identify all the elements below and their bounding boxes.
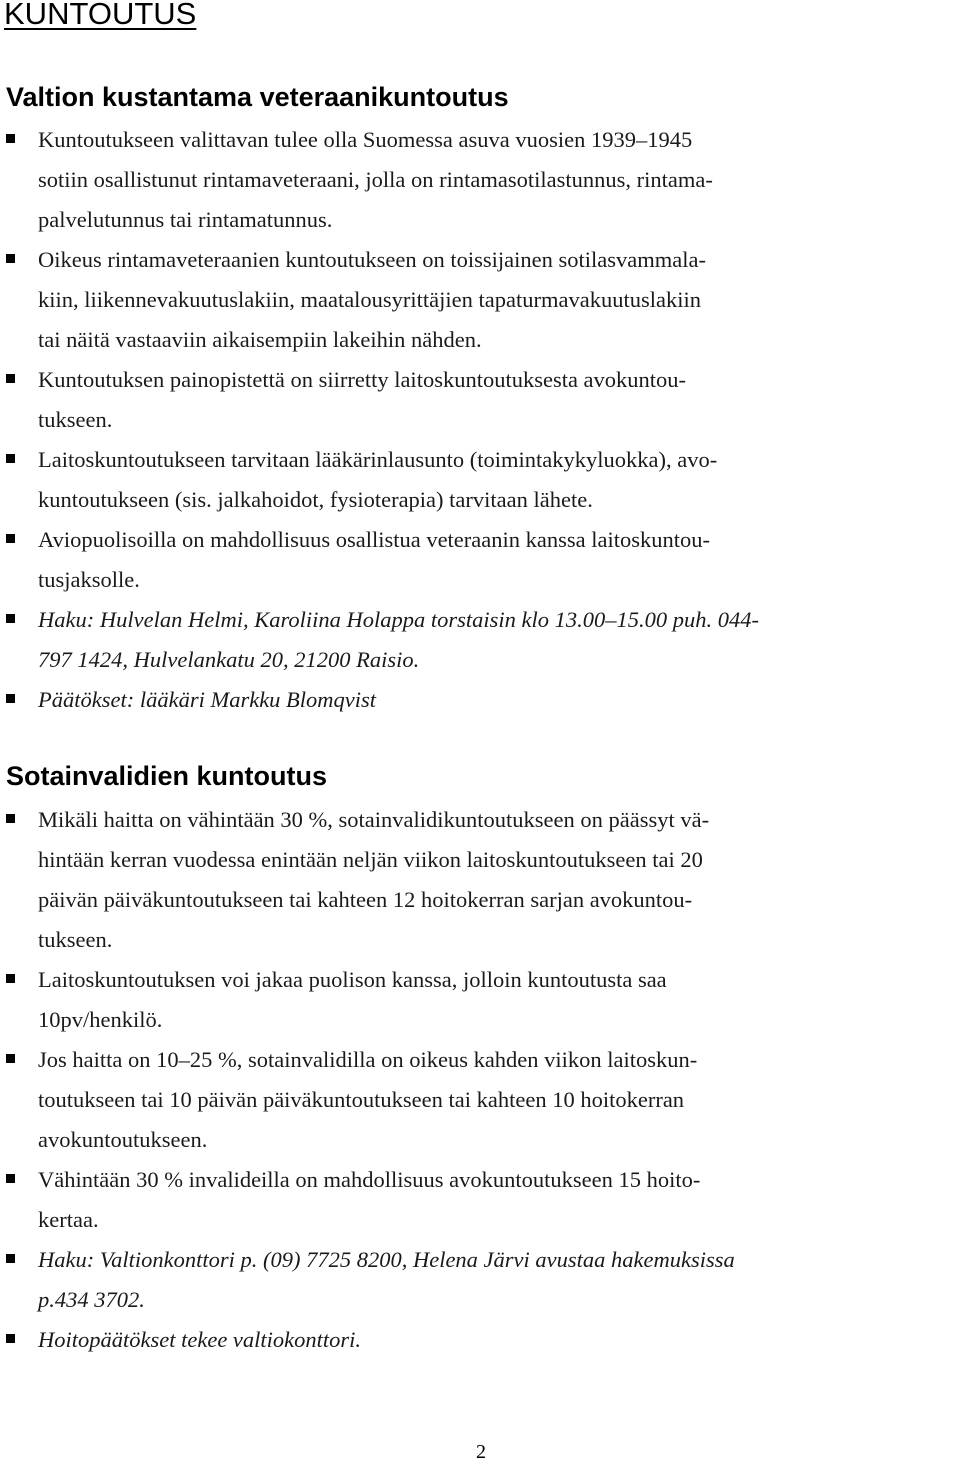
list-item	[0, 1040, 950, 1160]
bullet-marker-icon	[6, 134, 15, 143]
bullet-marker-icon	[6, 534, 15, 543]
list-item	[0, 800, 950, 960]
list-item-decisions-info	[0, 680, 950, 720]
list-item-text: Haku: Hulvelan Helmi, Karoliina Holappa torstaisin klo 13.00–15.00 puh. 044- 797 1424, Hulvelankatu 20, 21200 Raisio.	[38, 607, 759, 672]
list-item-text: Mikäli haitta on vähintään 30 %, sotainvalidikuntoutukseen on päässyt vä- hintään kerran vuodessa enintään neljän viikon laitoskuntoutukseen tai 20 päivän päiväkuntoutukseen tai kahteen 12 hoitokerran sarjan avokuntou- tukseen.	[38, 807, 710, 952]
bullet-marker-icon	[6, 1174, 15, 1183]
list-item-text: Jos haitta on 10–25 %, sotainvalidilla on oikeus kahden viikon laitoskun- toutukseen tai 10 päivän päiväkuntoutukseen tai kahteen 10 hoitokerran avokuntoutukseen.	[38, 1047, 698, 1152]
list-item-text: Vähintään 30 % invalideilla on mahdollisuus avokuntoutukseen 15 hoito- kertaa.	[38, 1167, 701, 1232]
section-heading-war-invalid-rehab: Sotainvalidien kuntoutus	[6, 761, 328, 791]
bullet-marker-icon	[6, 1254, 15, 1263]
list-item-text: Aviopuolisoilla on mahdollisuus osallistua veteraanin kanssa laitoskuntou- tusjaksolle.	[38, 527, 710, 592]
section-heading-veteran-rehab: Valtion kustantama veteraanikuntoutus	[6, 82, 509, 112]
page-number: 2	[476, 1441, 486, 1463]
list-item	[0, 960, 950, 1040]
list-item-text: Hoitopäätökset tekee valtiokonttori.	[38, 1327, 362, 1352]
bullet-marker-icon	[6, 254, 15, 263]
bullet-marker-icon	[6, 974, 15, 983]
list-item-application-info	[0, 1240, 950, 1320]
list-item	[0, 240, 950, 360]
list-item-text: Laitoskuntoutuksen voi jakaa puolison kanssa, jolloin kuntoutusta saa 10pv/henkilö.	[38, 967, 667, 1032]
document-title: KUNTOUTUS	[4, 0, 197, 31]
bullet-list-veteran-rehab	[0, 120, 950, 720]
bullet-marker-icon	[6, 614, 15, 623]
list-item-text: Kuntoutukseen valittavan tulee olla Suomessa asuva vuosien 1939–1945 sotiin osallistunut rintamaveteraani, jolla on rintamasotilastunnus, rintama- palvelutunnus tai rintamatunnus.	[38, 127, 713, 232]
list-item-text: Oikeus rintamaveteraanien kuntoutukseen on toissijainen sotilasvammala- kiin, liikennevakuutuslakiin, maatalousyrittäjien tapaturmavakuutuslakiin tai näitä vastaaviin aikaisempiin lakeihin nähden.	[38, 247, 706, 352]
list-item	[0, 440, 950, 520]
list-item-text: Haku: Valtionkonttori p. (09) 7725 8200, Helena Järvi avustaa hakemuksissa p.434 3702.	[38, 1247, 735, 1312]
bullet-marker-icon	[6, 1054, 15, 1063]
bullet-list-war-invalid-rehab	[0, 800, 950, 1360]
bullet-marker-icon	[6, 454, 15, 463]
bullet-marker-icon	[6, 1334, 15, 1343]
list-item-text: Kuntoutuksen painopistettä on siirretty laitoskuntoutuksesta avokuntou- tukseen.	[38, 367, 687, 432]
bullet-marker-icon	[6, 814, 15, 823]
list-item	[0, 360, 950, 440]
list-item-text: Päätökset: lääkäri Markku Blomqvist	[38, 687, 377, 712]
list-item	[0, 1160, 950, 1240]
list-item	[0, 120, 950, 240]
bullet-marker-icon	[6, 694, 15, 703]
list-item-text: Laitoskuntoutukseen tarvitaan lääkärinlausunto (toimintakykyluokka), avo- kuntoutukseen (sis. jalkahoidot, fysioterapia) tarvitaan lähete.	[38, 447, 718, 512]
list-item-application-info	[0, 600, 950, 680]
bullet-marker-icon	[6, 374, 15, 383]
list-item-decisions-info	[0, 1320, 950, 1360]
list-item	[0, 520, 950, 600]
